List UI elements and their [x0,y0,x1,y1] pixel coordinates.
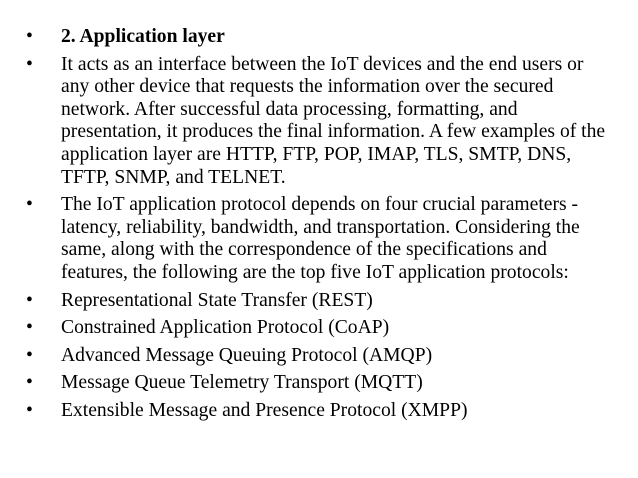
protocol-name: Constrained Application Protocol (CoAP) [61,317,390,339]
bullet-icon: • [26,317,33,339]
list-item-protocol [26,290,616,313]
bullet-icon: • [26,289,33,311]
protocol-name: Advanced Message Queuing Protocol (AMQP) [61,344,433,366]
bullet-icon: • [26,26,33,47]
list-item-paragraph [26,194,616,284]
list-item-protocol [26,317,616,340]
list-item-heading [26,26,616,49]
bullet-list [26,26,616,428]
bullet-icon: • [26,399,33,421]
bullet-icon: • [26,53,33,75]
list-item-protocol [26,345,616,368]
protocol-name: Representational State Transfer (REST) [61,289,373,311]
paragraph-text: The IoT application protocol depends on four crucial parameters - latency, reliability, bandwidth, and transportation. Considering the same, along with the correspondence of the specifications and features, the following are the top five IoT application protocols: [61,194,580,283]
list-item-protocol [26,400,616,423]
section-heading: 2. Application layer [61,26,225,47]
paragraph-text: It acts as an interface between the IoT devices and the end users or any other device that requests the information over the secured network. After successful data processing, formatting, and presentation, it produces the final information. A few examples of the application layer are HTTP, FTP, POP, IMAP, TLS, SMTP, DNS, TFTP, SNMP, and TELNET. [61,53,606,188]
list-item-paragraph [26,54,616,190]
protocol-name: Message Queue Telemetry Transport (MQTT) [61,372,423,394]
protocol-name: Extensible Message and Presence Protocol (XMPP) [61,399,468,421]
bullet-icon: • [26,372,33,394]
bullet-icon: • [26,344,33,366]
list-item-protocol [26,372,616,395]
bullet-icon: • [26,194,33,216]
